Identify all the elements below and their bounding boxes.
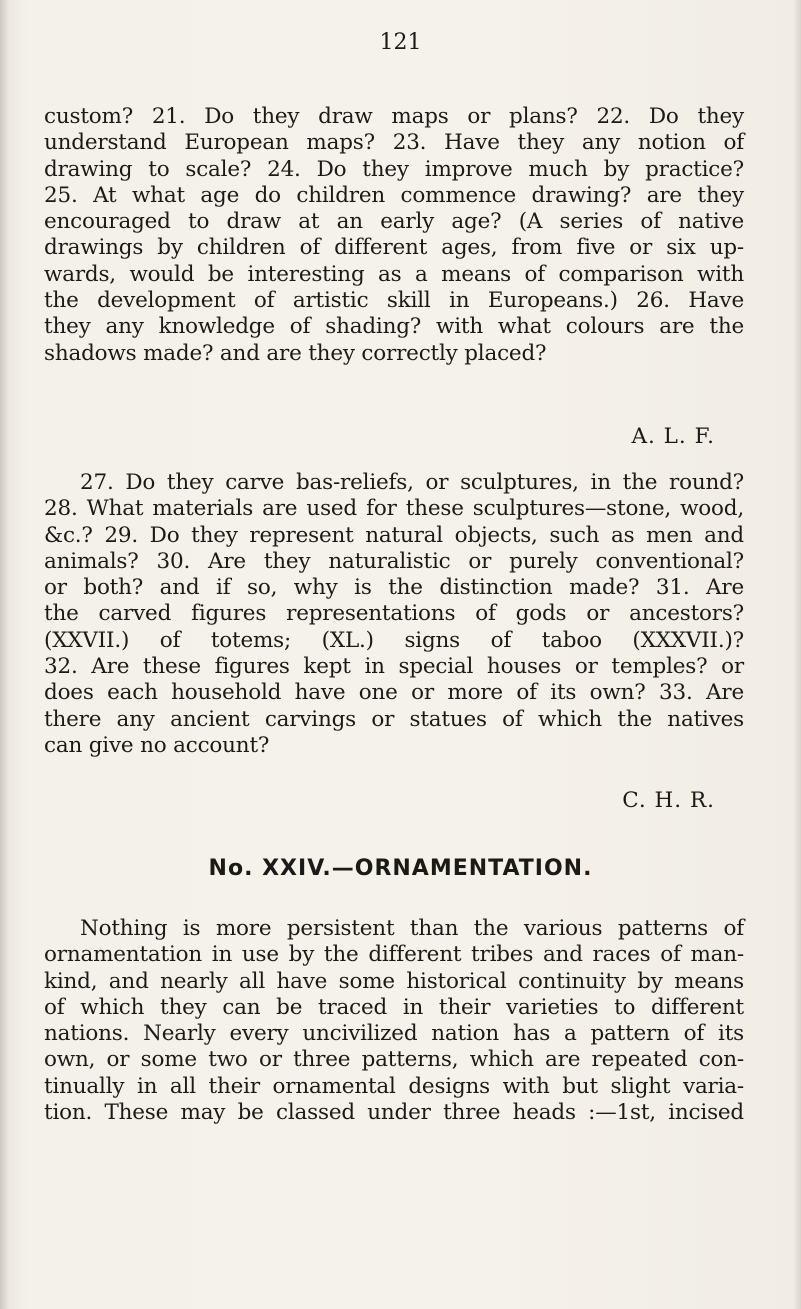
text-line: there any ancient carvings or statues of which the natives xyxy=(44,706,744,732)
text-line: they any knowledge of shading? with what colours are the xyxy=(44,314,744,340)
paragraph-sculpture-questions xyxy=(44,470,744,759)
text-line: or both? and if so, why is the distinction made? 31. Are xyxy=(44,575,744,601)
text-line: ornamentation in use by the different tribes and races of man- xyxy=(44,942,744,968)
text-line: the carved figures representations of gods or ancestors? xyxy=(44,601,744,627)
text-line: does each household have one or more of its own? 33. Are xyxy=(44,680,744,706)
text-line: encouraged to draw at an early age? (A series of native xyxy=(44,209,744,235)
text-line: wards, would be interesting as a means of comparison with xyxy=(44,261,744,287)
text-line: nations. Nearly every uncivilized nation has a pattern of its xyxy=(44,1021,744,1047)
section-heading: No. XXIV.—ORNAMENTATION. xyxy=(208,856,593,881)
text-line: shadows made? and are they correctly placed? xyxy=(44,340,547,366)
text-line: kind, and nearly all have some historical continuity by means xyxy=(44,968,744,994)
author-initials: C. H. R. xyxy=(622,788,715,813)
text-line: 25. At what age do children commence drawing? are they xyxy=(44,182,744,208)
text-line: understand European maps? 23. Have they any notion of xyxy=(44,130,744,156)
text-line: 27. Do they carve bas-reliefs, or sculptures, in the round? xyxy=(80,470,744,495)
text-line: animals? 30. Are they naturalistic or purely conventional? xyxy=(44,548,744,574)
page-right-edge xyxy=(793,0,801,1309)
text-line: drawing to scale? 24. Do they improve much by practice? xyxy=(44,156,744,182)
text-line: custom? 21. Do they draw maps or plans? 22. Do they xyxy=(44,104,744,129)
text-line: (XXVII.) of totems; (XL.) signs of taboo (XXXVII.)? xyxy=(44,627,744,653)
text-line: Nothing is more persistent than the various patterns of xyxy=(80,916,744,941)
text-line: 28. What materials are used for these sculptures—stone, wood, xyxy=(44,496,744,522)
text-line: of which they can be traced in their varieties to different xyxy=(44,994,744,1020)
text-line: 32. Are these figures kept in special houses or temples? or xyxy=(44,654,744,680)
text-line: the development of artistic skill in Europeans.) 26. Have xyxy=(44,288,744,314)
text-line: can give no account? xyxy=(44,732,270,758)
text-line: tion. These may be classed under three heads :—1st, incised xyxy=(44,1100,744,1126)
paragraph-drawing-questions xyxy=(44,104,744,367)
page-number: 121 xyxy=(379,30,422,55)
text-line: drawings by children of different ages, from five or six up- xyxy=(44,235,744,261)
text-line: own, or some two or three patterns, which are repeated con- xyxy=(44,1047,744,1073)
text-line: tinually in all their ornamental designs with but slight varia- xyxy=(44,1073,744,1099)
author-initials: A. L. F. xyxy=(631,424,715,449)
paragraph-ornamentation xyxy=(44,916,744,1126)
page-left-edge xyxy=(0,0,10,1309)
text-line: &c.? 29. Do they represent natural objects, such as men and xyxy=(44,522,744,548)
